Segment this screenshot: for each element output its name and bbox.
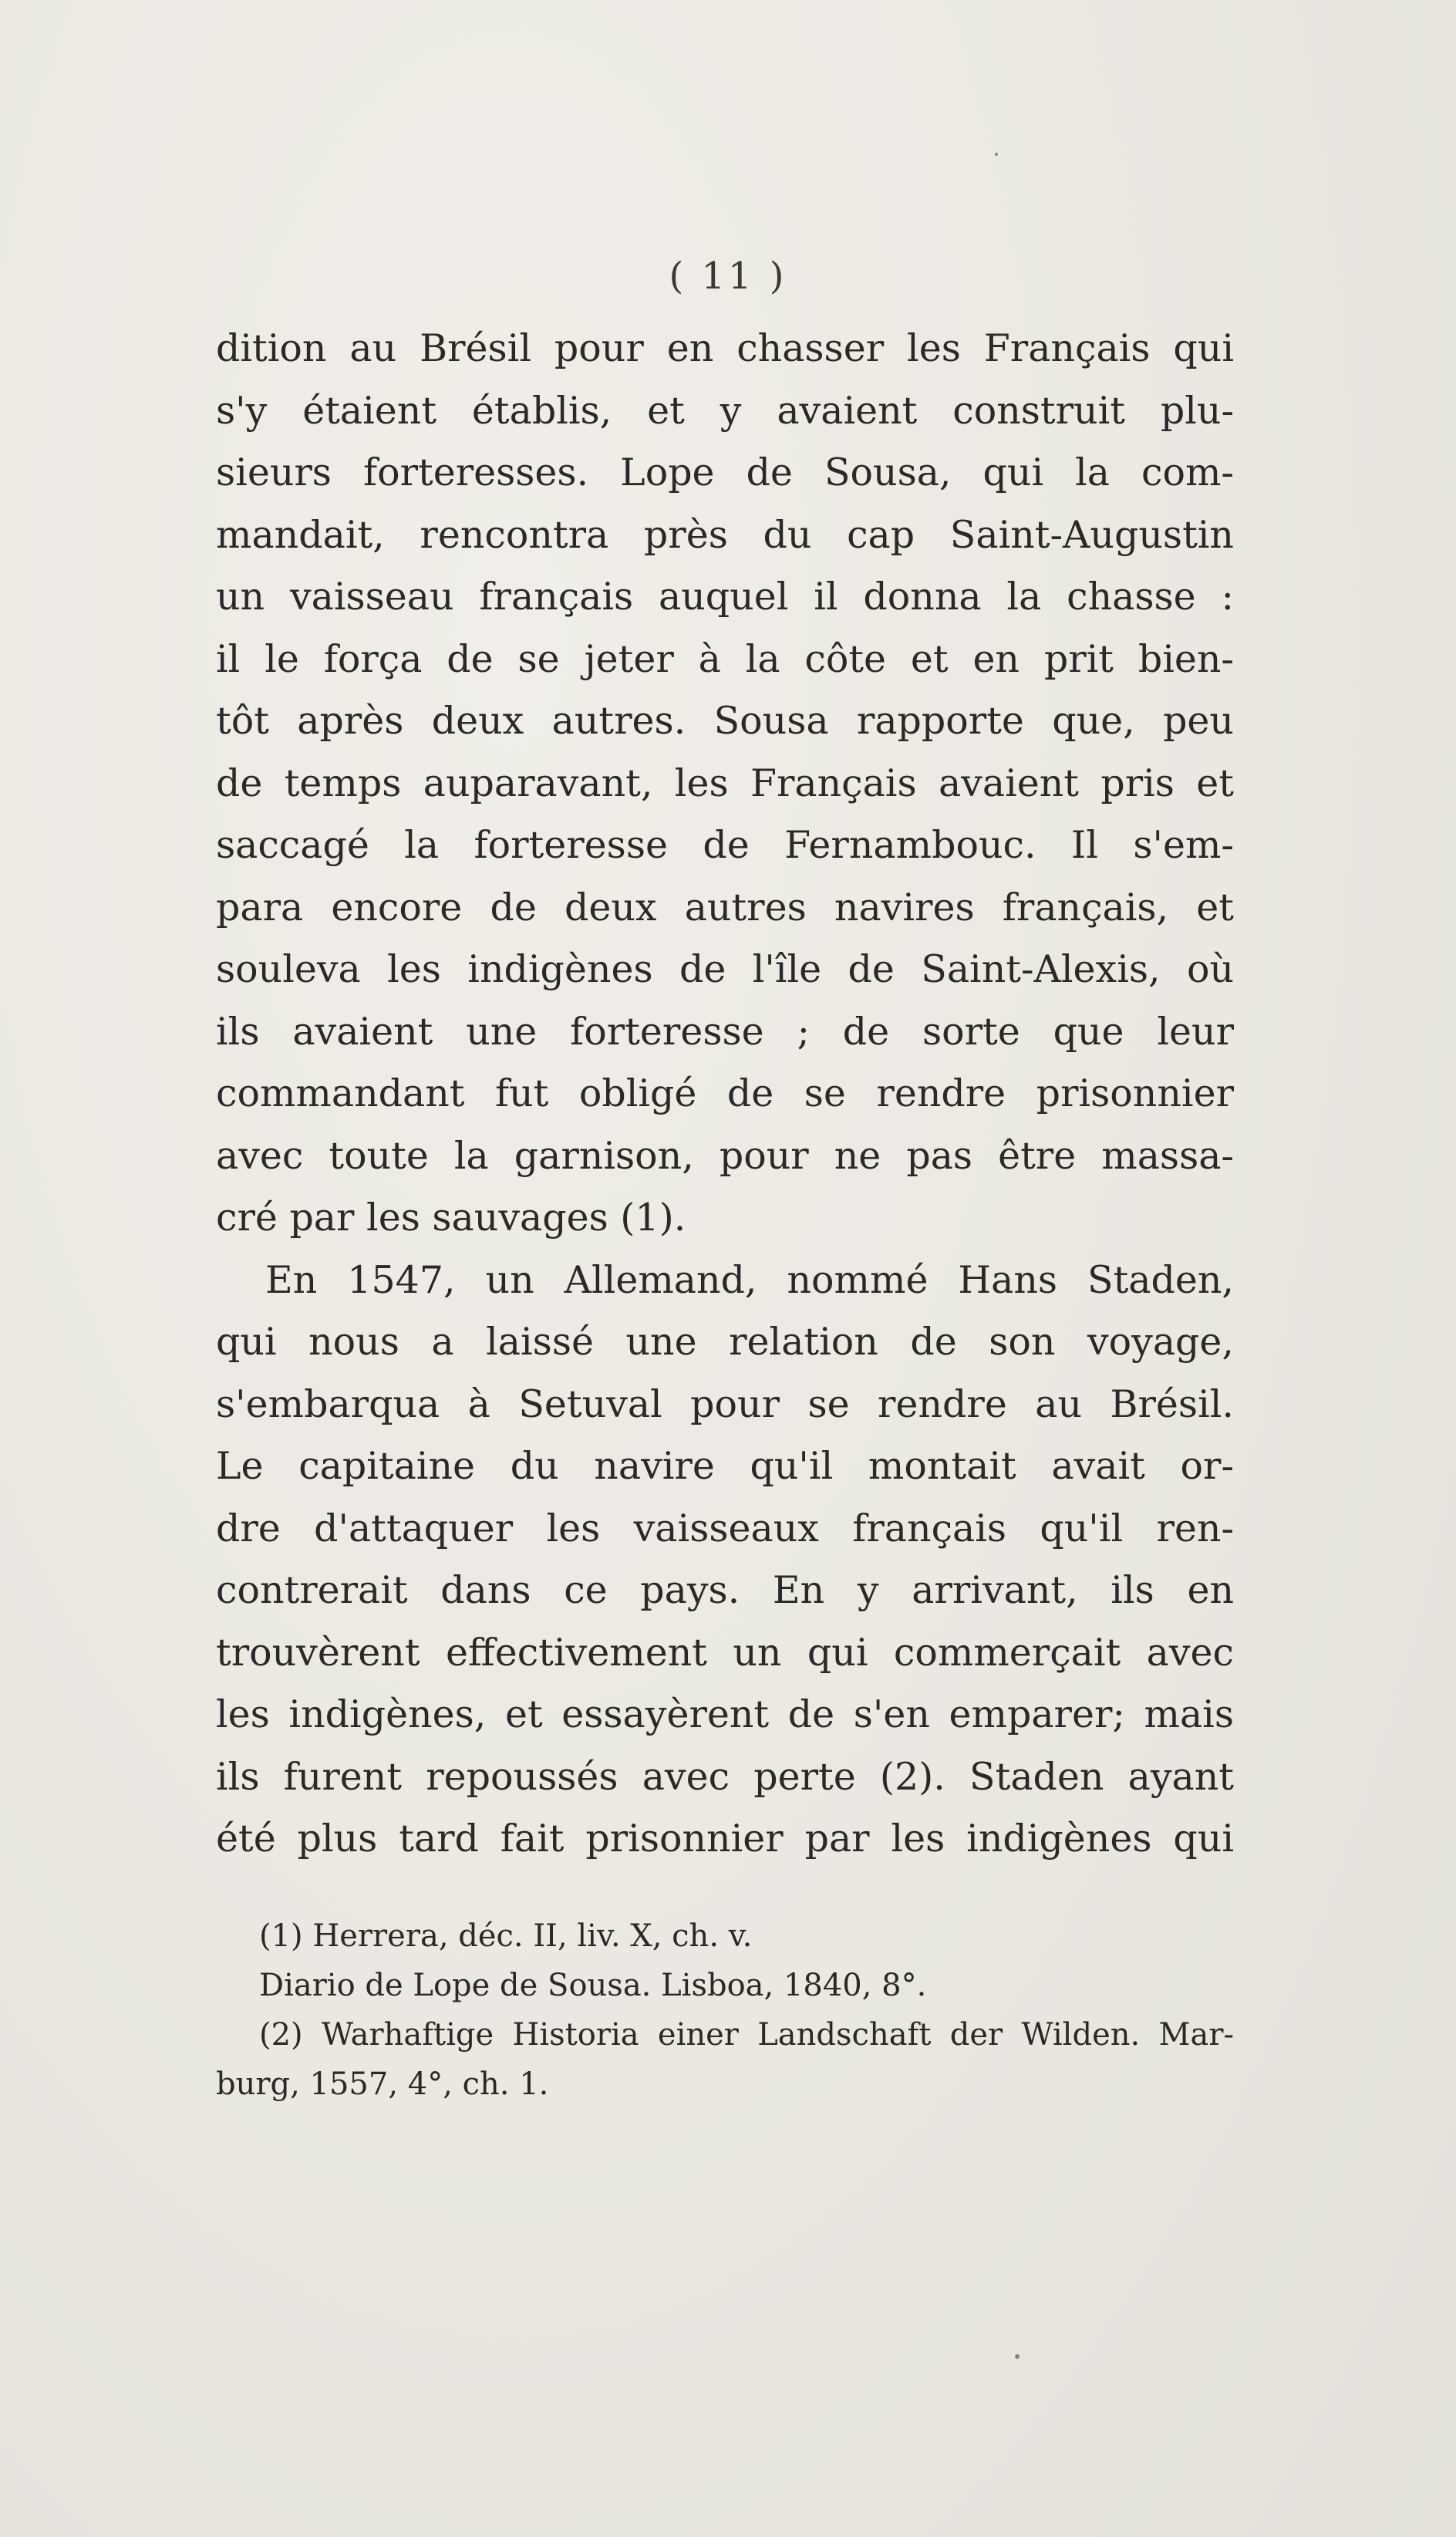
footnote-1: (1) Herrera, déc. II, liv. X, ch. v.: [259, 1918, 753, 1954]
text-line: Le capitaine du navire qu'il montait avait or-: [216, 1444, 1234, 1488]
text-line: commandant fut obligé de se rendre prisonnier: [216, 1071, 1234, 1115]
text-line: été plus tard fait prisonnier par les indigènes qui: [216, 1817, 1234, 1861]
text-line: s'embarqua à Setuval pour se rendre au Brésil.: [216, 1382, 1234, 1426]
text-line: avec toute la garnison, pour ne pas être massa-: [216, 1133, 1234, 1178]
text-line: qui nous a laissé une relation de son voyage,: [216, 1320, 1234, 1364]
footnotes: [216, 1911, 1234, 2109]
text-line: contrerait dans ce pays. En y arrivant, ils en: [216, 1568, 1234, 1612]
text-line: il le força de se jeter à la côte et en prit bien-: [216, 636, 1234, 681]
footnote-2-continuation: burg, 1557, 4°, ch. 1.: [216, 2066, 549, 2102]
text-line: trouvèrent effectivement un qui commerçait avec: [216, 1630, 1234, 1675]
text-line: s'y étaient établis, et y avaient construit plu-: [216, 388, 1234, 433]
text-line: de temps auparavant, les Français avaient pris et: [216, 761, 1234, 805]
text-line: ils furent repoussés avec perte (2). Staden ayant: [216, 1754, 1234, 1799]
paragraph-start-line: En 1547, un Allemand, nommé Hans Staden,: [265, 1257, 1234, 1302]
footnote-1-source: Diario de Lope de Sousa. Lisboa, 1840, 8°.: [259, 1968, 927, 2003]
text-line: tôt après deux autres. Sousa rapporte que, peu: [216, 699, 1234, 743]
footnote-2: (2) Warhaftige Historia einer Landschaft der Wilden. Mar-: [259, 2017, 1234, 2053]
text-line: dre d'attaquer les vaisseaux français qu'il ren-: [216, 1506, 1234, 1550]
text-line: ils avaient une forteresse ; de sorte que leur: [216, 1009, 1234, 1054]
paper-speck: [1015, 2354, 1020, 2359]
text-line: les indigènes, et essayèrent de s'en emparer; mais: [216, 1692, 1234, 1736]
text-line: mandait, rencontra près du cap Saint-Augustin: [216, 512, 1234, 557]
body-text: [216, 318, 1234, 1871]
text-line: saccagé la forteresse de Fernambouc. Il s'em-: [216, 823, 1234, 867]
paragraph-end-line: cré par les sauvages (1).: [216, 1196, 686, 1240]
text-line: sieurs forteresses. Lope de Sousa, qui la com-: [216, 450, 1234, 494]
text-line: dition au Brésil pour en chasser les Français qui: [216, 326, 1234, 370]
page-number: ( 11 ): [669, 255, 787, 298]
text-line: para encore de deux autres navires français, et: [216, 885, 1234, 929]
text-line: souleva les indigènes de l'île de Saint-Alexis, où: [216, 947, 1234, 991]
paper-speck: [995, 153, 998, 156]
text-line: un vaisseau français auquel il donna la chasse :: [216, 575, 1234, 619]
